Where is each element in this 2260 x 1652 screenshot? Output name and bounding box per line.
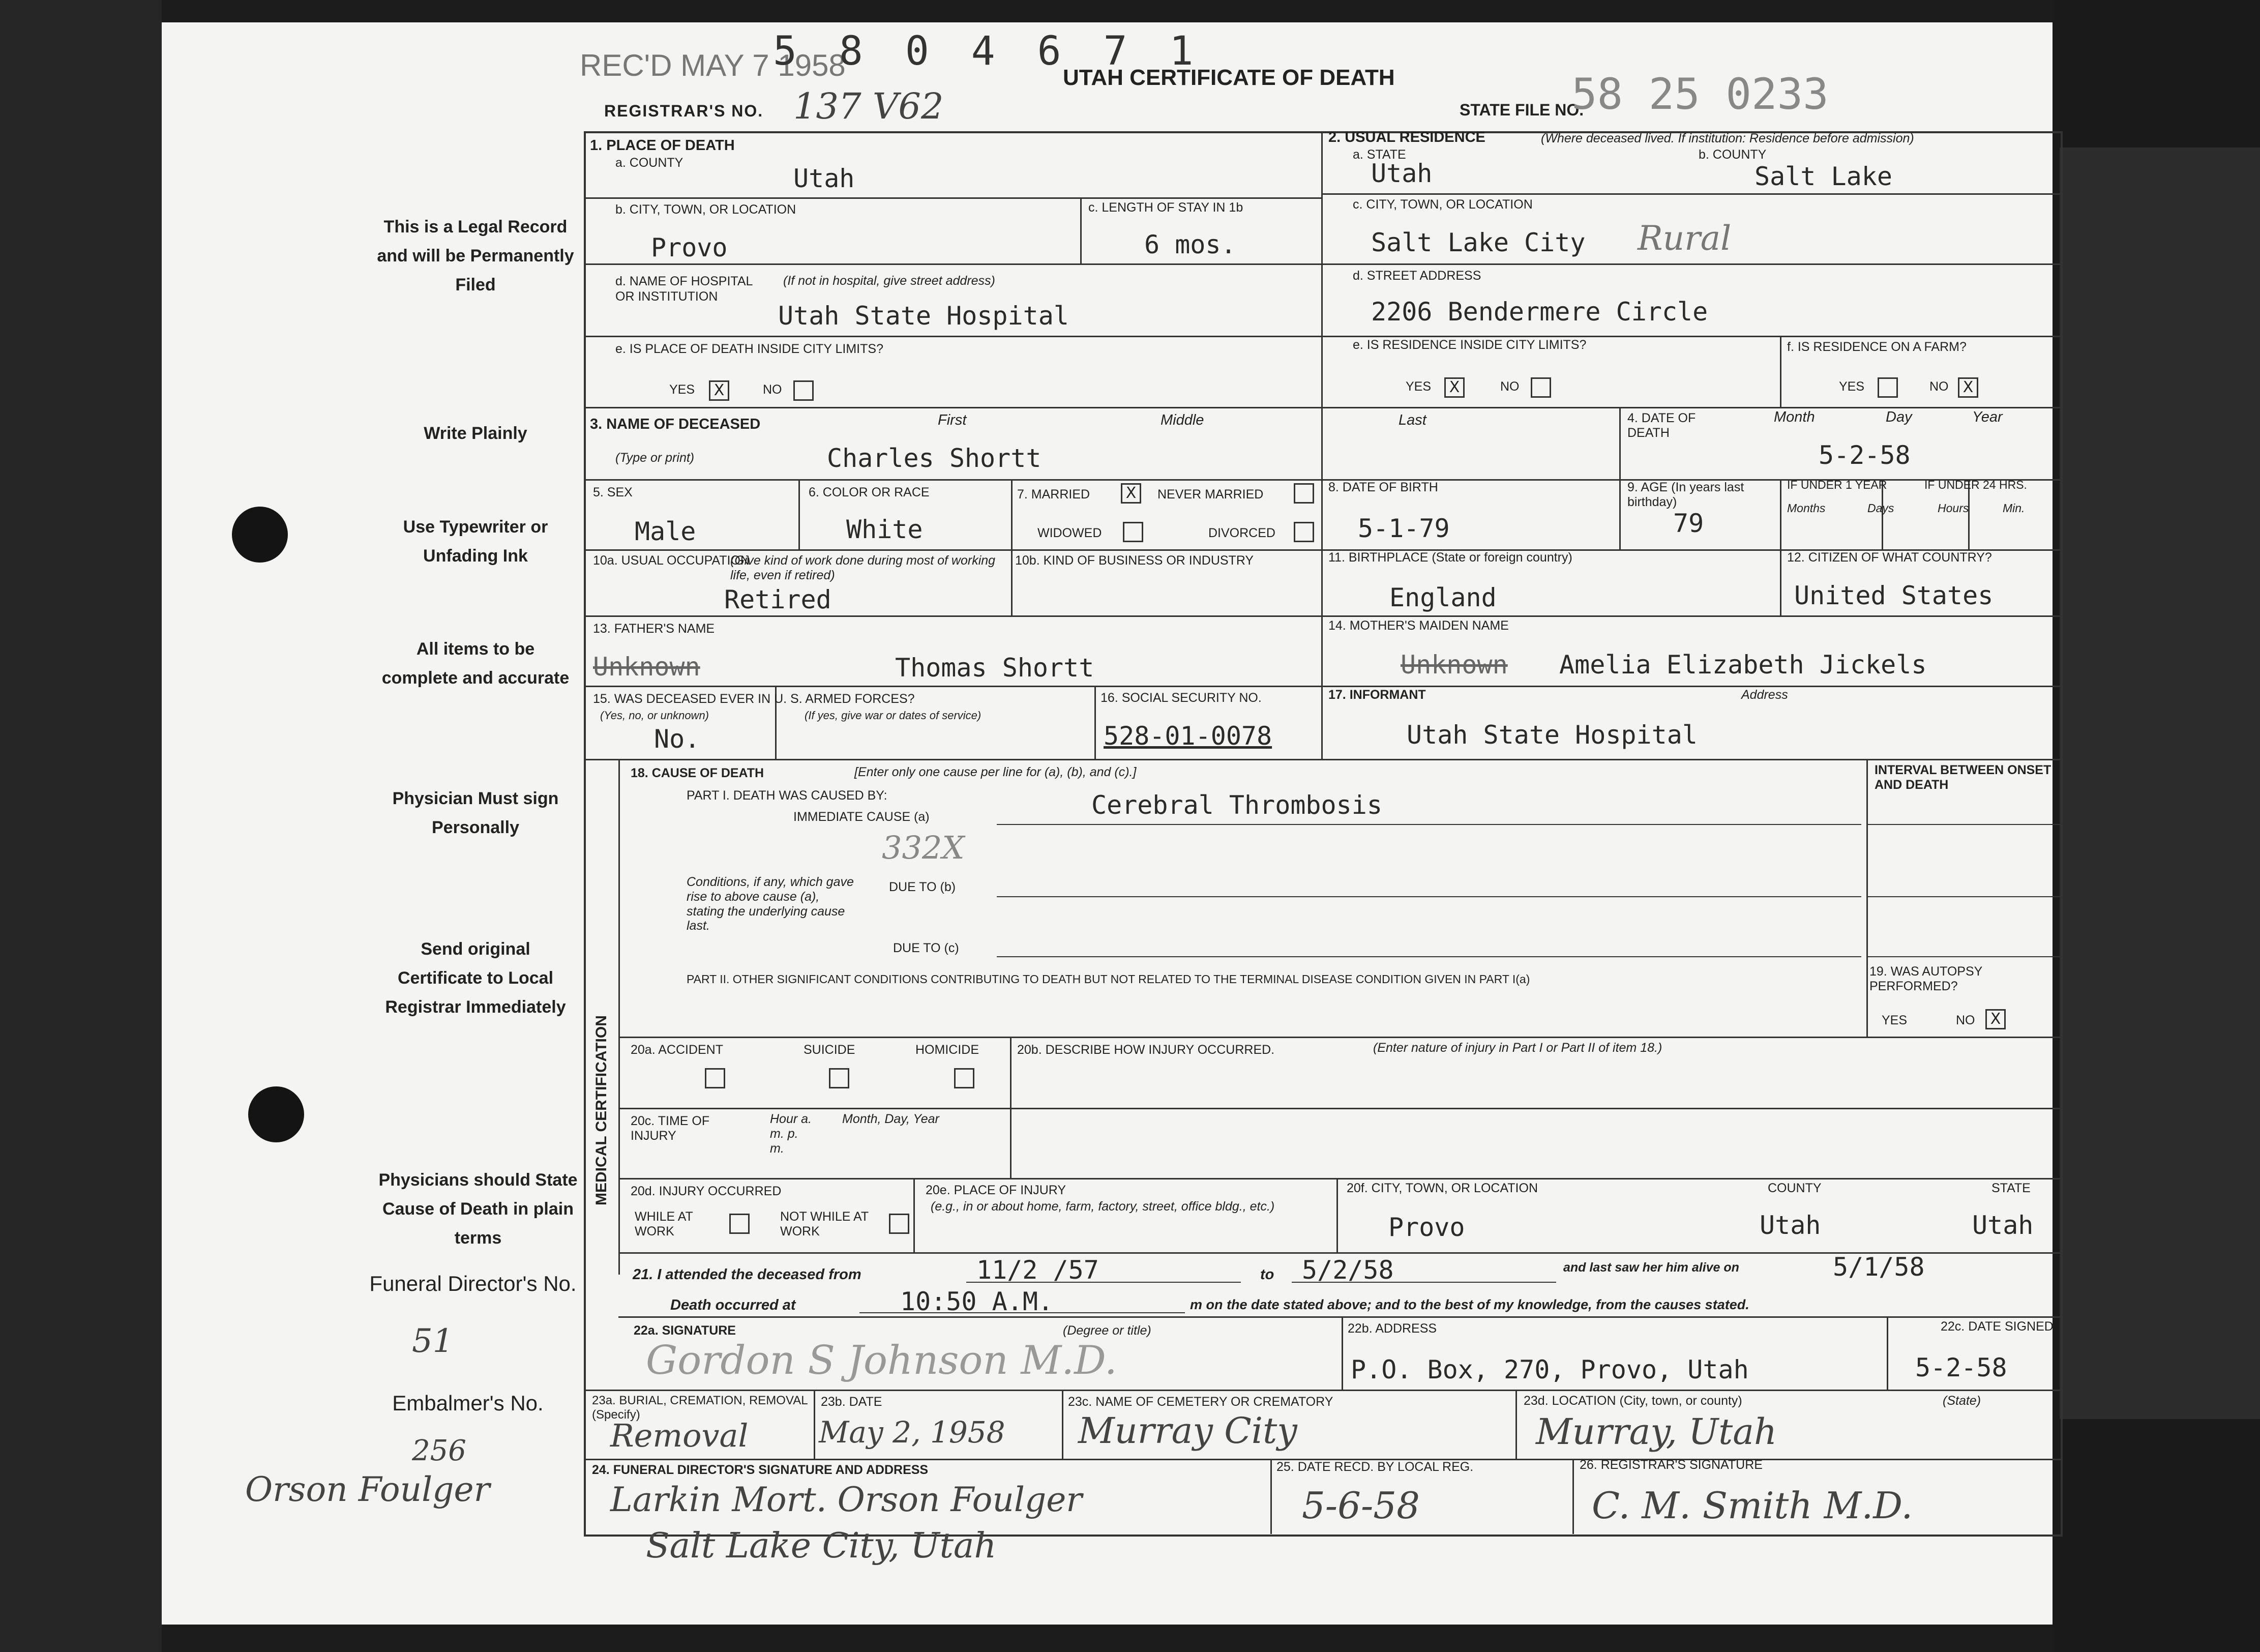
month-label: Month — [1774, 409, 1815, 425]
race-label: 6. COLOR OR RACE — [809, 485, 930, 499]
homicide-box[interactable] — [954, 1068, 974, 1088]
injury-occurred-label: 20d. INJURY OCCURRED — [631, 1184, 782, 1198]
registrar-no-label: REGISTRAR'S NO. — [604, 102, 764, 120]
hospital-label: d. NAME OF HOSPITAL OR INSTITUTION — [615, 274, 753, 304]
residence-county: Salt Lake — [1755, 162, 1892, 191]
last-saw: 5/1/58 — [1833, 1252, 1925, 1282]
funeral-director-signature: Larkin Mort. Orson Foulger — [610, 1480, 1082, 1519]
residence-label: 2. USUAL RESIDENCE — [1328, 129, 1485, 145]
while-at-work-label: WHILE AT WORK — [635, 1210, 693, 1238]
death-inside-limits-yes[interactable]: X — [709, 380, 729, 401]
injury-state-label: STATE — [1991, 1181, 2031, 1195]
embalmer-label: Embalmer's No. — [392, 1391, 544, 1415]
burial-label: 23a. BURIAL, CREMATION, REMOVAL (Specify) — [592, 1394, 808, 1422]
hour-label: Hour a. m. p. m. — [770, 1112, 812, 1156]
residence-city-note: Rural — [1638, 219, 1732, 258]
stay-label: c. LENGTH OF STAY IN 1b — [1088, 200, 1243, 215]
part-2-label: PART II. OTHER SIGNIFICANT CONDITIONS CONTRIBUTING TO DEATH BUT NOT RELATED TO THE TERMINAL DISEASE CONDITION GIVEN IN PART I(a) — [687, 972, 1530, 986]
hospital-name: Utah State Hospital — [778, 301, 1069, 331]
county-label: a. COUNTY — [615, 156, 683, 170]
injury-county-label: COUNTY — [1768, 1181, 1822, 1195]
residence-city: Salt Lake City — [1371, 228, 1586, 257]
informant-label: 17. INFORMANT — [1328, 688, 1426, 702]
no-label: NO — [1956, 1013, 1975, 1027]
cause-note: [Enter only one cause per line for (a), (b), and (c).] — [854, 765, 1137, 779]
registrar-no: 137 V62 — [793, 85, 944, 127]
citizen: United States — [1794, 581, 1994, 610]
sidebar-send-original: Send original Certificate to Local Registrar Immediately — [385, 939, 566, 1017]
cause-of-death-label: 18. CAUSE OF DEATH — [631, 766, 764, 780]
while-at-work-box[interactable] — [729, 1214, 750, 1234]
interval-label: INTERVAL BETWEEN ONSET AND DEATH — [1875, 763, 2051, 792]
widowed-box[interactable] — [1123, 522, 1143, 542]
to-label: to — [1260, 1266, 1274, 1283]
last-saw-label: and last saw her him alive on — [1563, 1260, 1739, 1275]
funeral-director-label-24: 24. FUNERAL DIRECTOR'S SIGNATURE AND ADDRESS — [592, 1463, 929, 1477]
deceased-name: Charles Shortt — [827, 444, 1042, 473]
suicide-box[interactable] — [829, 1068, 849, 1088]
signature-label: 22a. SIGNATURE — [634, 1323, 736, 1338]
state-file-label: STATE FILE NO. — [1460, 101, 1584, 119]
physician-signature: Gordon S Johnson M.D. — [646, 1338, 1117, 1383]
min-label: Min. — [2003, 501, 2025, 515]
state-label: a. STATE — [1353, 148, 1406, 162]
burial-method: Removal — [610, 1417, 749, 1454]
divorced-label: DIVORCED — [1208, 526, 1275, 540]
residence-inside-limits-no[interactable] — [1531, 377, 1551, 398]
name-note: (Type or print) — [615, 451, 695, 465]
physician-address-label: 22b. ADDRESS — [1348, 1321, 1437, 1336]
sidebar-legal-record: This is a Legal Record and will be Permanently Filed — [377, 217, 574, 294]
burial-date: May 2, 1958 — [819, 1415, 1005, 1450]
date-received: 5-6-58 — [1302, 1484, 1420, 1527]
received-stamp: REC'D MAY 7 1958 — [580, 48, 846, 82]
occurred-note: m on the date stated above; and to the best of my knowledge, from the causes stated. — [1190, 1297, 1749, 1312]
injury-state: Utah — [1972, 1211, 2034, 1240]
residence-inside-limits-yes[interactable]: X — [1444, 377, 1465, 398]
medical-certification-label: MEDICAL CERTIFICATION — [593, 1015, 610, 1205]
yes-label: YES — [1839, 379, 1865, 394]
widowed-label: WIDOWED — [1037, 526, 1102, 540]
inside-limits-label: e. IS PLACE OF DEATH INSIDE CITY LIMITS? — [615, 342, 883, 356]
accident-label: 20a. ACCIDENT — [631, 1043, 724, 1057]
injury-how-label: 20b. DESCRIBE HOW INJURY OCCURRED. — [1017, 1043, 1275, 1057]
occurred-label: Death occurred at — [670, 1297, 796, 1313]
armed-forces-label: 15. WAS DECEASED EVER IN U. S. ARMED FORCES? — [593, 692, 915, 706]
place-of-injury-label: 20e. PLACE OF INJURY — [926, 1183, 1066, 1197]
never-married-box[interactable] — [1294, 483, 1314, 504]
autopsy-label: 19. WAS AUTOPSY PERFORMED? — [1869, 964, 1982, 993]
burial-location: Murray, Utah — [1536, 1411, 1777, 1453]
date-of-death-label: 4. DATE OF DEATH — [1627, 411, 1696, 440]
stamp-number: 5 8 0 4 6 7 1 — [773, 28, 1203, 74]
birthplace-label: 11. BIRTHPLACE (State or foreign country) — [1328, 550, 1572, 565]
occupation: Retired — [724, 585, 831, 614]
date-signed: 5-2-58 — [1915, 1353, 2007, 1382]
death-inside-limits-no[interactable] — [793, 380, 814, 401]
occupation-note: (Give kind of work done during most of working life, even if retired) — [730, 553, 996, 582]
no-label: NO — [1929, 379, 1949, 394]
place-of-injury-note: (e.g., in or about home, farm, factory, street, office bldg., etc.) — [931, 1199, 1275, 1214]
residence-inside-limits-label: e. IS RESIDENCE INSIDE CITY LIMITS? — [1353, 338, 1587, 352]
mother-struck: Unknown — [1401, 650, 1508, 680]
mdy-label: Month, Day, Year — [842, 1112, 939, 1126]
location-label: 23d. LOCATION (City, town, or county) — [1524, 1394, 1742, 1408]
farm-label: f. IS RESIDENCE ON A FARM? — [1787, 340, 1967, 354]
sex-label: 5. SEX — [593, 485, 633, 499]
accident-box[interactable] — [705, 1068, 725, 1088]
date-of-death: 5-2-58 — [1819, 440, 1911, 470]
sidebar-physician-sign: Physician Must sign Personally — [392, 789, 559, 837]
injury-city-label: 20f. CITY, TOWN, OR LOCATION — [1347, 1181, 1538, 1195]
yes-label: YES — [1882, 1013, 1908, 1027]
ssn: 528-01-0078 — [1104, 721, 1272, 751]
not-while-at-work-box[interactable] — [889, 1214, 909, 1234]
date-signed-label: 22c. DATE SIGNED — [1941, 1319, 2054, 1334]
homicide-label: HOMICIDE — [915, 1043, 979, 1057]
cause-code: 332X — [882, 829, 965, 866]
mother-label: 14. MOTHER'S MAIDEN NAME — [1328, 618, 1509, 633]
birth-label: 8. DATE OF BIRTH — [1328, 480, 1438, 494]
farm-yes[interactable] — [1878, 377, 1898, 398]
sidebar-typewriter: Use Typewriter or Unfading Ink — [403, 517, 548, 566]
death-county: Utah — [793, 164, 855, 193]
funeral-director-no: 51 — [412, 1322, 454, 1360]
residence-street: 2206 Bendermere Circle — [1371, 297, 1708, 327]
attended-to: 5/2/58 — [1302, 1255, 1394, 1285]
due-to-c-label: DUE TO (c) — [893, 941, 959, 955]
funeral-director-address: Salt Lake City, Utah — [646, 1526, 997, 1566]
occupation-label: 10a. USUAL OCCUPATION — [593, 553, 750, 568]
attended-label: 21. I attended the deceased from — [633, 1266, 861, 1283]
armed-forces: No. — [654, 724, 700, 754]
immediate-cause: Cerebral Thrombosis — [1091, 790, 1382, 820]
due-to-b-label: DUE TO (b) — [889, 880, 956, 894]
divorced-box[interactable] — [1294, 522, 1314, 542]
city-label: b. CITY, TOWN, OR LOCATION — [615, 202, 796, 217]
punch-hole-bottom — [248, 1086, 304, 1142]
first-label: First — [938, 412, 967, 428]
registrar-signature-label: 26. REGISTRAR'S SIGNATURE — [1580, 1458, 1763, 1472]
autopsy-no[interactable]: X — [1985, 1009, 2006, 1029]
conditions-note: Conditions, if any, which gave rise to above cause (a), stating the underlying cause last. — [687, 875, 854, 933]
hours-label: Hours — [1938, 501, 1969, 515]
hospital-note: (If not in hospital, give street address) — [783, 274, 995, 288]
residence-state: Utah — [1371, 159, 1433, 188]
under-24-hrs-label: IF UNDER 24 HRS. — [1924, 478, 2027, 491]
date-of-birth: 5-1-79 — [1358, 514, 1450, 543]
physician-address: P.O. Box, 270, Provo, Utah — [1351, 1355, 1749, 1384]
injury-county: Utah — [1760, 1211, 1821, 1240]
father-label: 13. FATHER'S NAME — [593, 622, 715, 636]
married-label: 7. MARRIED — [1017, 487, 1090, 501]
immediate-cause-label: IMMEDIATE CAUSE (a) — [793, 810, 930, 824]
binder-left — [0, 0, 162, 1652]
sidebar-physicians-cause: Physicians should State Cause of Death in plain terms — [378, 1170, 578, 1248]
part-1-label: PART I. DEATH WAS CAUSED BY: — [687, 788, 887, 803]
background-band — [2060, 148, 2260, 1419]
suicide-label: SUICIDE — [804, 1043, 855, 1057]
length-of-stay: 6 mos. — [1144, 230, 1236, 259]
middle-label: Middle — [1161, 412, 1204, 428]
certificate-title: UTAH CERTIFICATE OF DEATH — [1063, 65, 1395, 90]
no-label: NO — [1500, 379, 1520, 394]
burial-date-label: 23b. DATE — [821, 1395, 882, 1409]
degree-label: (Degree or title) — [1063, 1323, 1151, 1338]
residence-county-label: b. COUNTY — [1699, 148, 1767, 162]
street-label: d. STREET ADDRESS — [1353, 269, 1481, 283]
armed-forces-note-2: (If yes, give war or dates of service) — [805, 709, 982, 722]
race: White — [846, 515, 923, 544]
cemetery-label: 23c. NAME OF CEMETERY OR CREMATORY — [1068, 1395, 1333, 1409]
injury-how-note: (Enter nature of injury in Part I or Part II of item 18.) — [1373, 1041, 1662, 1055]
mother-name: Amelia Elizabeth Jickels — [1559, 650, 1927, 680]
residence-note: (Where deceased lived. If institution: Residence before admission) — [1541, 131, 1914, 145]
yes-label: YES — [669, 382, 695, 397]
year-label: Year — [1972, 409, 2003, 425]
married-box[interactable]: X — [1121, 483, 1141, 504]
not-while-at-work-label: NOT WHILE AT WORK — [780, 1210, 869, 1238]
never-married-label: NEVER MARRIED — [1157, 487, 1264, 501]
informant-address-label: Address — [1741, 688, 1788, 702]
sidebar-all-items: All items to be complete and accurate — [381, 639, 570, 688]
place-of-death-label: 1. PLACE OF DEATH — [590, 137, 735, 154]
sidebar-write-plainly: Write Plainly — [424, 424, 527, 443]
under-1-year-label: IF UNDER 1 YEAR — [1787, 478, 1887, 491]
last-label: Last — [1399, 412, 1426, 428]
location-state-label: (State) — [1943, 1394, 1981, 1408]
attended-from: 11/2 /57 — [976, 1255, 1099, 1285]
age: 79 — [1673, 509, 1704, 538]
sex: Male — [635, 517, 696, 546]
date-received-label: 25. DATE RECD. BY LOCAL REG. — [1276, 1460, 1474, 1474]
occurred-time: 10:50 A.M. — [900, 1287, 1054, 1316]
funeral-director-label: Funeral Director's No. — [369, 1272, 577, 1295]
citizen-label: 12. CITIZEN OF WHAT COUNTRY? — [1787, 550, 1992, 565]
age-label: 9. AGE (In years last birthday) — [1627, 480, 1744, 509]
day-label: Day — [1886, 409, 1912, 425]
birthplace: England — [1389, 583, 1497, 612]
no-label: NO — [763, 382, 782, 397]
embalmer-no: 256 — [412, 1434, 466, 1467]
injury-city: Provo — [1388, 1213, 1465, 1242]
farm-no[interactable]: X — [1958, 377, 1978, 398]
embalmer-name: Orson Foulger — [245, 1470, 490, 1509]
ssn-label: 16. SOCIAL SECURITY NO. — [1101, 691, 1262, 705]
state-file-no: 58 25 0233 — [1571, 69, 1829, 119]
days-label: Days — [1867, 501, 1894, 515]
residence-city-label: c. CITY, TOWN, OR LOCATION — [1353, 197, 1533, 212]
business-label: 10b. KIND OF BUSINESS OR INDUSTRY — [1015, 553, 1254, 568]
registrar-signature: C. M. Smith M.D. — [1592, 1484, 1913, 1527]
cemetery: Murray City — [1078, 1410, 1297, 1452]
informant: Utah State Hospital — [1407, 720, 1698, 750]
father-name: Thomas Shortt — [895, 653, 1094, 683]
death-city: Provo — [651, 233, 728, 262]
punch-hole-top — [232, 507, 288, 563]
months-label: Months — [1787, 501, 1826, 515]
father-struck: Unknown — [593, 652, 700, 682]
armed-forces-note-1: (Yes, no, or unknown) — [600, 709, 709, 722]
yes-label: YES — [1406, 379, 1432, 394]
name-label: 3. NAME OF DECEASED — [590, 416, 761, 432]
time-of-injury-label: 20c. TIME OF INJURY — [631, 1114, 710, 1143]
